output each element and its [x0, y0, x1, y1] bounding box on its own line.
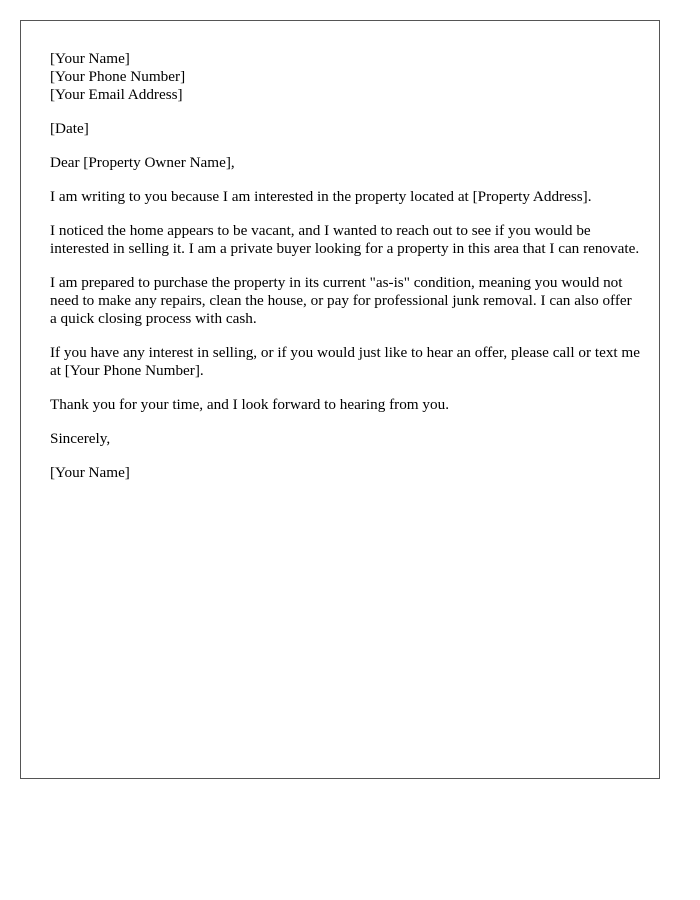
salutation: Dear [Property Owner Name],: [50, 154, 235, 171]
letter-body: [50, 50, 640, 498]
paragraph-intro: I am writing to you because I am interested in the property located at [Property Address].: [50, 188, 592, 205]
paragraph-vacant-home: I noticed the home appears to be vacant, and I wanted to reach out to see if you would be interested in selling it. I am a private buyer looking for a property in this area that I can renovate.: [50, 222, 640, 257]
letter-date: [Date]: [50, 120, 89, 137]
sender-email: [Your Email Address]: [50, 86, 183, 103]
sender-name: [Your Name]: [50, 50, 130, 67]
signature: [Your Name]: [50, 464, 130, 481]
paragraph-contact: If you have any interest in selling, or if you would just like to hear an offer, please call or text me at [Your Phone Number].: [50, 344, 640, 379]
closing: Sincerely,: [50, 430, 111, 447]
paragraph-as-is-offer: I am prepared to purchase the property in its current "as-is" condition, meaning you would not need to make any repairs, clean the house, or pay for professional junk removal. I can also offer a quick closing process with cash.: [50, 274, 632, 327]
sender-address-block: [50, 50, 640, 104]
letter-page: [20, 20, 660, 779]
sender-phone: [Your Phone Number]: [50, 68, 186, 85]
paragraph-thanks: Thank you for your time, and I look forward to hearing from you.: [50, 396, 449, 413]
